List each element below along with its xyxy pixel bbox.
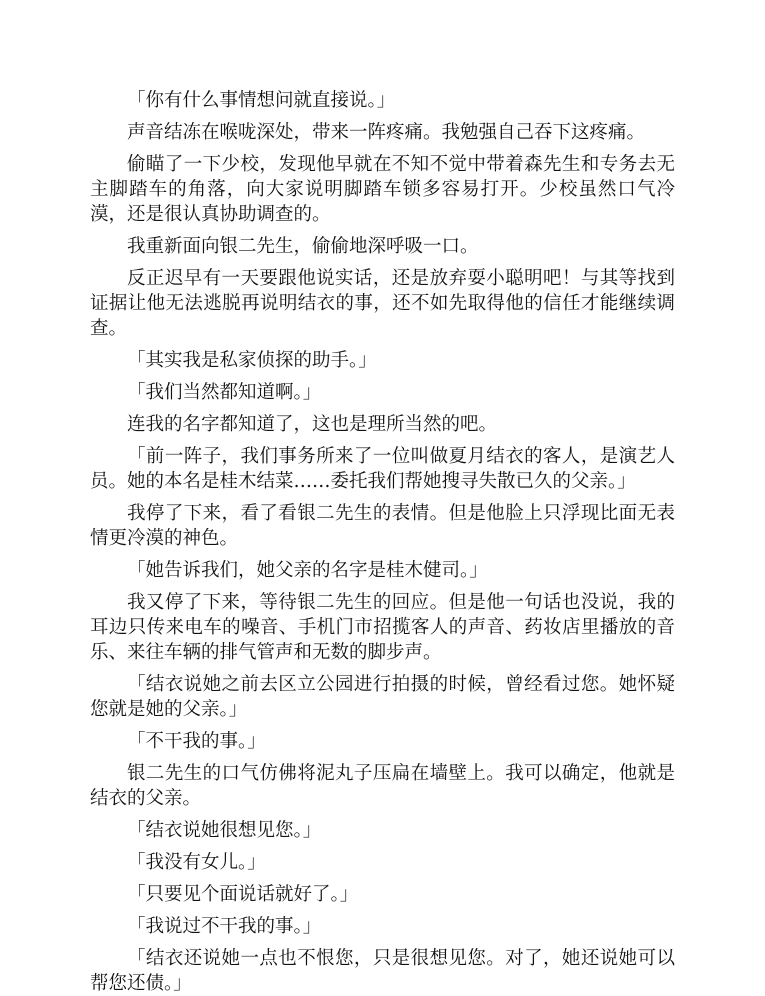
paragraph: 「她告诉我们，她父亲的名字是桂木健司。」 [127,560,488,581]
paragraph: 「只要见个面说话就好了。」 [127,884,359,905]
paragraph: 「我说过不干我的事。」 [127,916,322,937]
paragraph: 「我们当然都知道啊。」 [127,382,322,403]
paragraph: 我又停了下来，等待银二先生的回应。但是他一句话也没说，我的耳边只传来电车的噪音、手机门市招揽客人的声音、药妆店里播放的音乐、来往车辆的排气管声和无数的脚步声。 [90,592,675,663]
paragraph: 反正迟早有一天要跟他说实话，还是放弃耍小聪明吧！与其等找到证据让他无法逃脱再说明结衣的事，还不如先取得他的信任才能继续调查。 [90,268,675,339]
document-body [90,88,675,996]
paragraph: 「我没有女儿。」 [127,852,266,873]
paragraph: 银二先生的口气仿佛将泥丸子压扁在墙壁上。我可以确定，他就是结衣的父亲。 [90,763,675,809]
paragraph: 声音结冻在喉咙深处，带来一阵疼痛。我勉强自己吞下这疼痛。 [127,122,646,143]
paragraph: 我停了下来，看了看银二先生的表情。但是他脸上只浮现比面无表情更冷漠的神色。 [90,503,675,549]
paragraph: 「前一阵子，我们事务所来了一位叫做夏月结衣的客人，是演艺人员。她的本名是桂木结菜……委托我们帮她搜寻失散已久的父亲。」 [90,446,675,492]
paragraph: 「结衣说她之前去区立公园进行拍摄的时候，曾经看过您。她怀疑您就是她的父亲。」 [90,674,675,720]
paragraph: 偷瞄了一下少校，发现他早就在不知不觉中带着森先生和专务去无主脚踏车的角落，向大家说明脚踏车锁多容易打开。少校虽然口气冷漠，还是很认真协助调查的。 [90,154,675,225]
paragraph: 「其实我是私家侦探的助手。」 [127,350,377,371]
paragraph: 「你有什么事情想问就直接说。」 [127,90,396,111]
paragraph: 我重新面向银二先生，偷偷地深呼吸一口。 [127,236,479,257]
paragraph: 「结衣还说她一点也不恨您，只是很想见您。对了，她还说她可以帮您还债。」 [90,948,675,994]
paragraph: 「不干我的事。」 [127,731,266,752]
paragraph: 连我的名字都知道了，这也是理所当然的吧。 [127,414,498,435]
paragraph: 「结衣说她很想见您。」 [127,820,322,841]
